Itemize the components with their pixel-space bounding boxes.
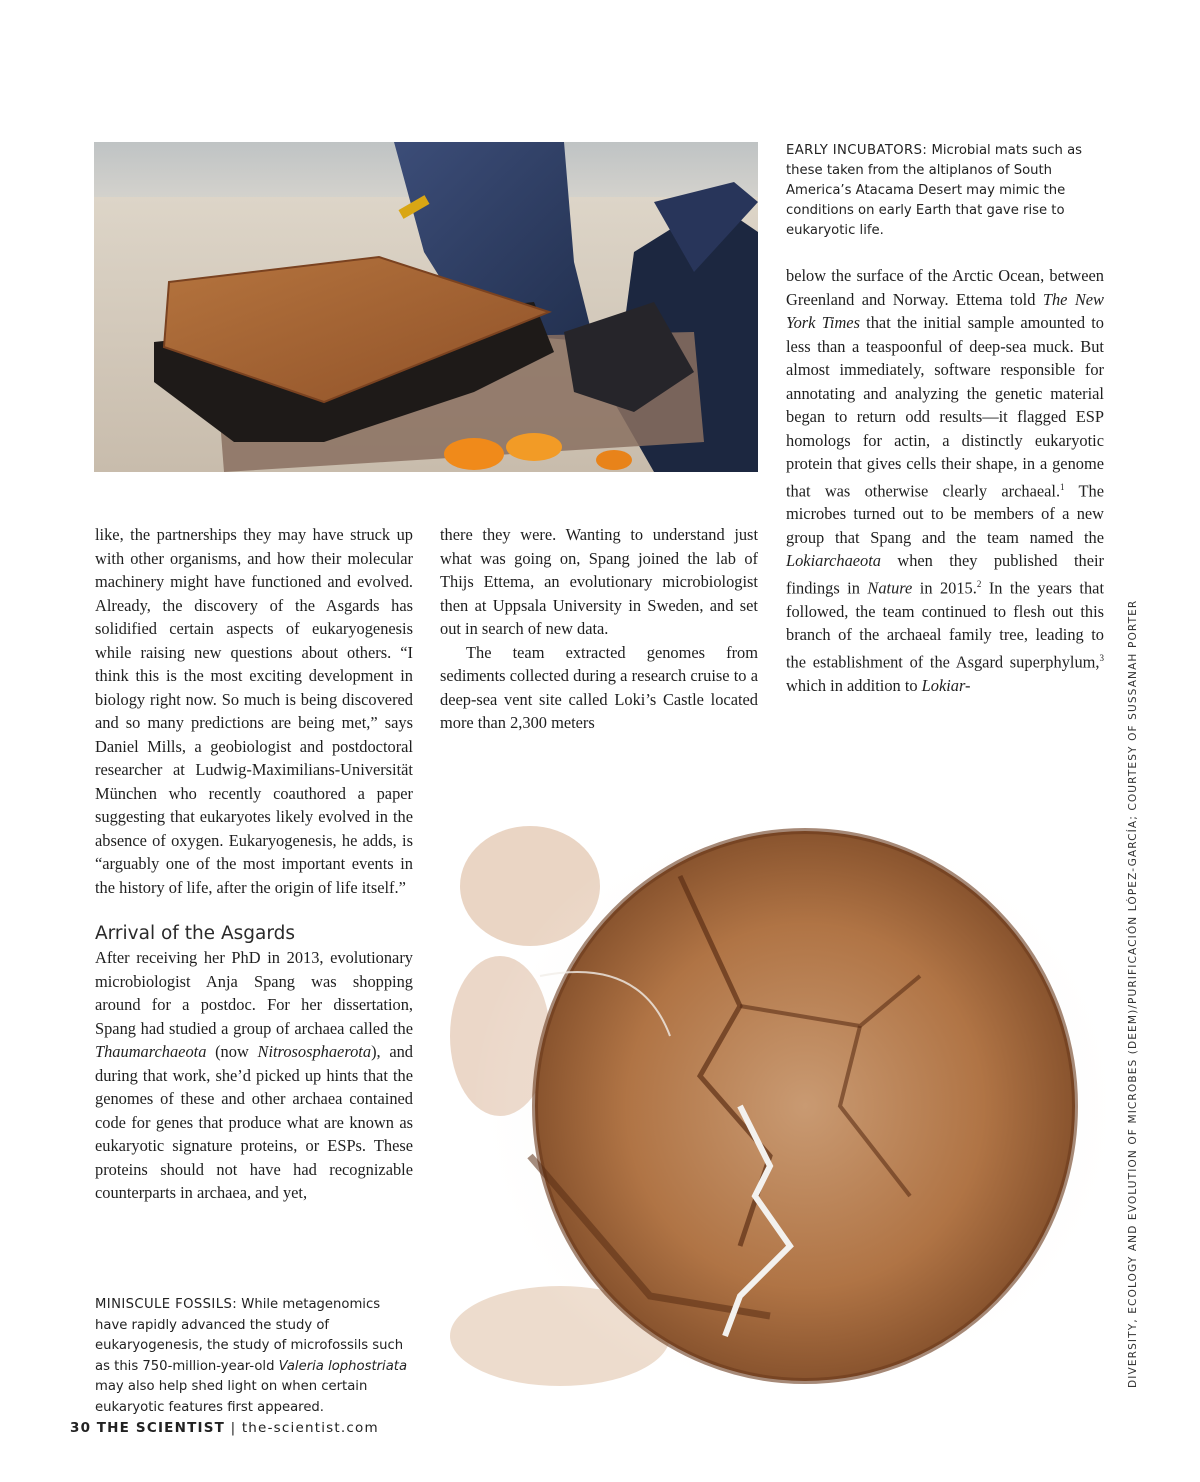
col3-italic-lokiar: Lokiar- [921, 675, 971, 695]
page-footer [70, 1420, 379, 1436]
col3-text-f: In the years that followed, the team continued to flesh out this branch of the archaeal family tree, leading to the establishment of the Asgard superphylum, [786, 578, 1105, 672]
col3-italic-nature: Nature [867, 578, 913, 598]
col3-text-d: when they published their findings in [786, 551, 1104, 598]
col1-paragraph-1: like, the partnerships they may have struck up with other organisms, and how their molecular machinery might have functioned and evolved. Already, the discovery of the Asgards has solidified certain aspects of eukaryogenesis while raising new questions about others. “I think this is the most exciting development in biology right now. So much is being discovered and so many predictions are being met,” says Daniel Mills, a geobiologist and postdoctoral researcher at Ludwig-Maximilians-Universität München who recently coauthored a paper suggesting that eukaryotes likely evolved in the absence of oxygen. Eukaryogenesis, he adds, is “arguably one of the most important events in the history of life, after the origin of life itself.” [95, 525, 413, 897]
page-number: 30 [70, 1420, 92, 1436]
microbial-mat-photo [94, 142, 758, 472]
footnote-ref-2: 2 [976, 578, 982, 589]
col3-text-c: The microbes turned out to be members of a new group that Spang and the team named the [786, 480, 1104, 547]
text-column-3 [786, 264, 1104, 697]
col3-text-b: that the initial sample amounted to less than a teaspoonful of deep-sea muck. But almost immediately, software responsible for annotating and analyzing the genetic material began to return odd results—it flagged ESP homologs for actin, a distinctly eukaryotic protein that gives cells their shape, in a genome that was otherwise clearly archaeal. [786, 313, 1104, 500]
col3-paragraph [786, 264, 1104, 697]
footnote-ref-3: 3 [1099, 652, 1104, 663]
col3-text-g: which in addition to [786, 675, 922, 695]
bottom-caption-species: Valeria lophostriata [278, 1358, 408, 1374]
col1-text-b: (now [206, 1042, 258, 1061]
col2-paragraph-1: there they were. Wanting to understand just what was going on, Spang joined the lab of Thijs Ettema, an evolutionary microbiologist then at Uppsala University in Sweden, and set out in search of new data. [440, 525, 758, 638]
section-heading: Arrival of the Asgards [95, 923, 295, 944]
footer-separator: | [230, 1420, 237, 1436]
bottom-caption-label: MINISCULE FOSSILS: [95, 1297, 238, 1312]
col1-italic-nitrososphaerota: Nitrososphaerota [257, 1042, 372, 1061]
bottom-caption-text-a: While metagenomics have rapidly advanced the study of eukaryogenesis, the study of microfossils such as this 750-million-year-old [95, 1297, 404, 1374]
text-column-1 [95, 523, 413, 1205]
microfossil-photo [440, 776, 1106, 1388]
fossil-photo-caption [95, 1295, 413, 1418]
top-caption-text: Microbial mats such as these taken from the altiplanos of South America’s Atacama Desert may mimic the conditions on early Earth that gave rise to eukaryotic life. [786, 143, 1083, 238]
col1-italic-thaumarchaeota: Thaumarchaeota [95, 1042, 207, 1061]
col3-text-e: in 2015. [912, 578, 977, 598]
website-url[interactable]: the-scientist.com [241, 1420, 379, 1436]
photo-credit: DIVERSITY, ECOLOGY AND EVOLUTION OF MICROBES (DEEM)/PURIFICACIÓN LÓPEZ-GARCÍA; COURTESY OF SUSSANAH PORTER [1127, 599, 1139, 1388]
col1-text-c: ), and during that work, she’d picked up hints that the genomes of these and other archaea contained code for genes that produce what are known as eukaryotic signature proteins, or ESPs. These proteins should not have had recognizable counterparts in archaea, and yet, [95, 1042, 413, 1202]
col3-text-a: below the surface of the Arctic Ocean, between Greenland and Norway. Ettema told [786, 266, 1104, 309]
footnote-ref-1: 1 [1060, 481, 1065, 492]
col3-italic-nyt: The New York Times [786, 289, 1104, 332]
magazine-name: THE SCIENTIST [96, 1420, 226, 1436]
col2-paragraph-2: The team extracted genomes from sediments collected during a research cruise to a deep-sea vent site called Loki’s Castle located more than 2,300 meters [440, 642, 758, 732]
text-column-2 [440, 523, 758, 735]
col3-italic-lokiarchaeota: Lokiarchaeota [786, 551, 881, 571]
bottom-caption-text-b: may also help shed light on when certain eukaryotic features first appeared. [95, 1379, 368, 1415]
top-photo-caption [786, 141, 1106, 241]
top-caption-label: EARLY INCUBATORS: [786, 143, 928, 158]
col1-paragraph-2 [95, 946, 413, 1205]
col1-text-a: After receiving her PhD in 2013, evolutionary microbiologist Anja Spang was shopping around for a postdoc. For her dissertation, Spang had studied a group of archaea called the [95, 948, 413, 1038]
